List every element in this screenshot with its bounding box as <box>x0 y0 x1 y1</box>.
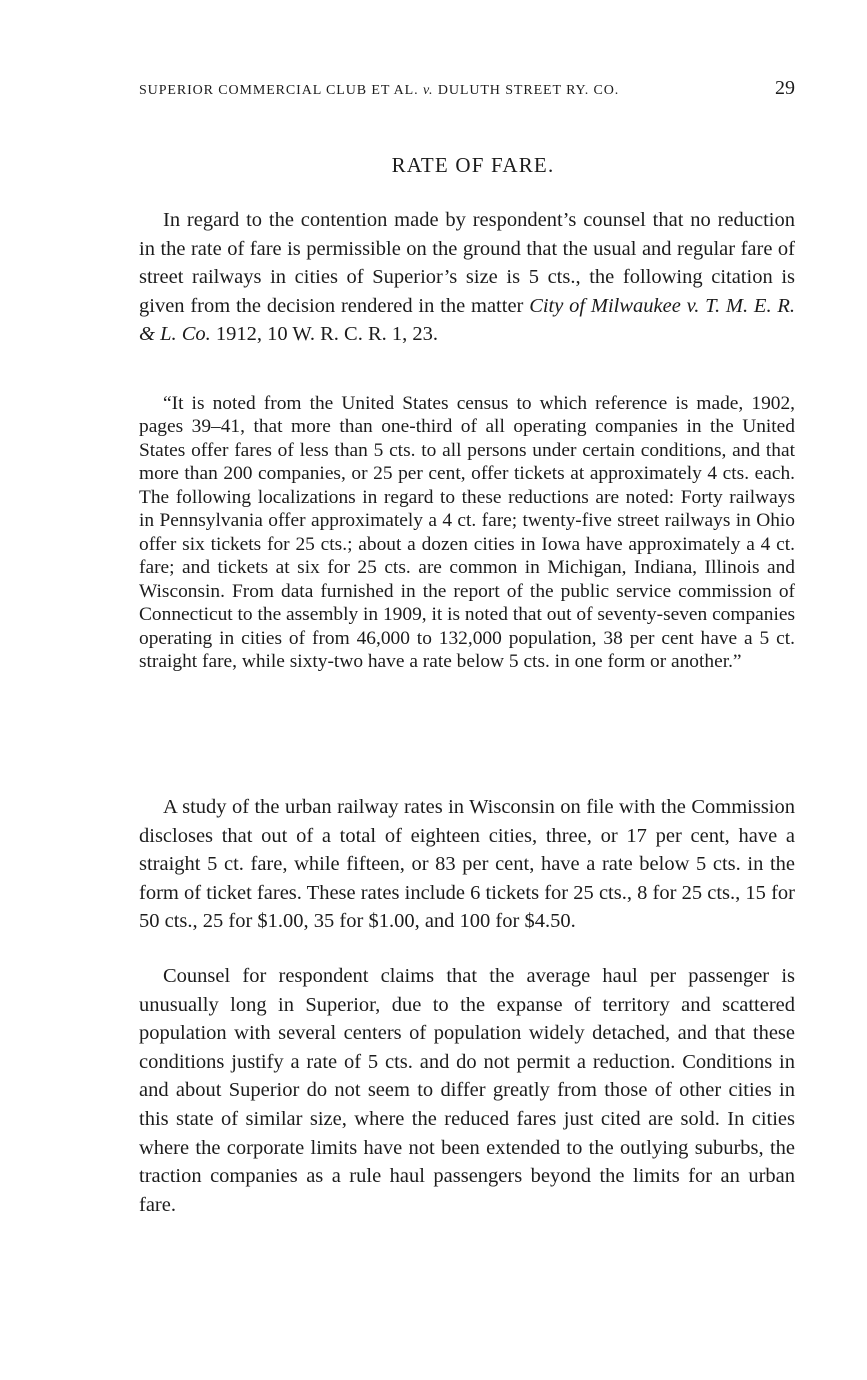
paragraph-wisconsin-study: A study of the urban railway rates in Wisconsin on file with the Commission discloses that out of a total of eighteen cities, three, or 17 per cent, have a straight 5 ct. fare, while fifteen, or 83 per cent, have a rate below 5 cts. in the form of ticket fares. These rates include 6 tickets for 25 cts., 8 for 25 cts., 15 for 50 cts., 25 for $1.00, 35 for $1.00, and 100 for $4.50. <box>139 796 795 933</box>
running-title-text: SUPERIOR COMMERCIAL CLUB ET AL. <box>139 83 419 98</box>
section-title: RATE OF FARE. <box>391 153 555 177</box>
running-header-title <box>139 83 619 99</box>
paragraph-rate-contention <box>139 206 795 349</box>
running-versus-text: v. <box>422 83 434 98</box>
paragraph-average-haul: Counsel for respondent claims that the average haul per passenger is unusually long in Superior, due to the expanse of territory and scattered population with several centers of population widely detached, and that these conditions justify a rate of 5 cts. and do not permit a reduction. Conditions in and about Superior do not seem to differ greatly from those of other cities in this state of similar size, where the reduced fares just cited are sold. In cities where the corporate limits have not been extended to the outlying suburbs, the traction companies as a rule haul passengers beyond the limits for an urban fare. <box>139 965 795 1216</box>
page-number: 29 <box>775 77 795 99</box>
case-citation: City of Milwaukee v. T. M. E. R. & L. Co. <box>139 294 796 346</box>
running-party-text: DULUTH STREET RY. CO. <box>437 83 620 98</box>
block-quote-census: “It is noted from the United States census to which reference is made, 1902, pages 39–41, that more than one-third of all operating companies in the United States offer fares of less than 5 cts. to all persons under certain conditions, and that more than 200 companies, or 25 per cent, offer tickets at approximately 4 cts. each. The following localizations in regard to these reductions are noted: Forty railways in Pennsylvania offer approximately a 4 ct. fare; twenty-five street railways in Ohio offer six tickets for 25 cts.; about a dozen cities in Iowa have approximately a 4 ct. fare; and tickets at six for 25 cts. are common in Michigan, Indiana, Illinois and Wisconsin. From data furnished in the report of the public service commission of Connecticut to the assembly in 1909, it is noted that out of seventy-seven companies operating in cities of from 46,000 to 132,000 population, 38 per cent have a 5 ct. straight fare, while sixty-two have a rate below 5 cts. in one form or another.” <box>139 393 795 672</box>
running-header <box>139 77 795 100</box>
paragraph-text: 1912, 10 W. R. C. R. 1, 23. <box>210 323 439 346</box>
paragraph-text: In regard to the contention made by respondent’s counsel that no reduction in the rate of fare is permissible on the ground that the usual and regular fare of street railways in cities of Superior’s size is 5 cts., the following citation is given from the decision rendered in the matter <box>139 209 795 317</box>
